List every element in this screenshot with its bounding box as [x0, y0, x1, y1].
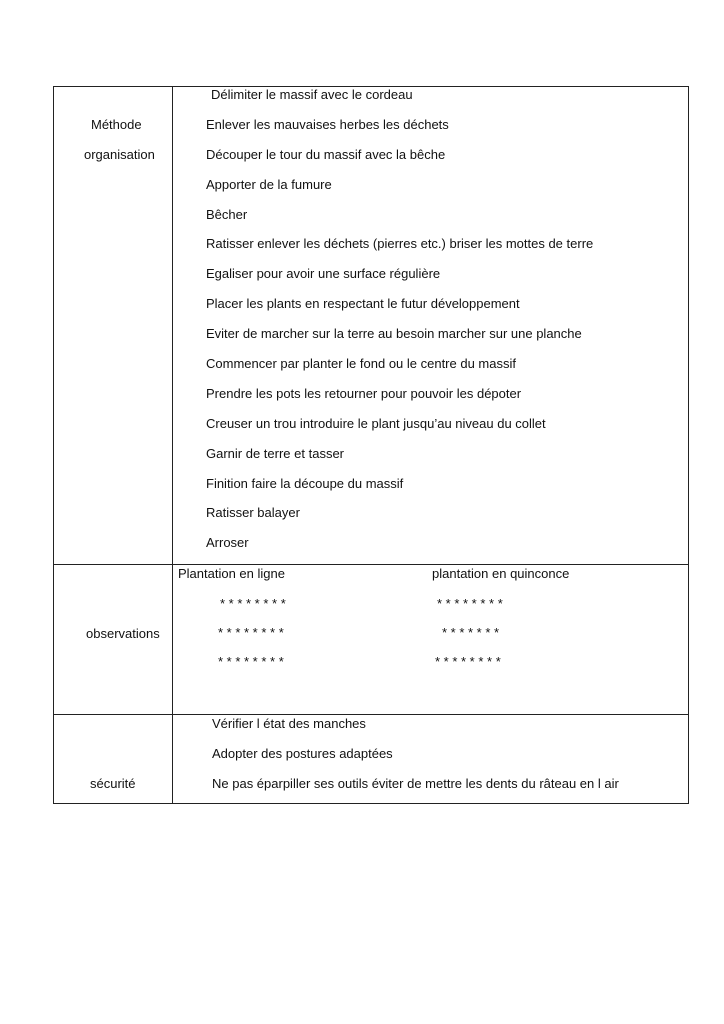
step-8: Placer les plants en respectant le futur développement [206, 296, 520, 311]
quinconce-star-row-3: * * * * * * * * [435, 654, 501, 669]
row-divider-2 [53, 714, 689, 715]
methode-label-line1: Méthode [91, 117, 142, 132]
table-border-left [53, 86, 54, 804]
ligne-star-row-2: * * * * * * * * [218, 625, 284, 640]
step-13: Garnir de terre et tasser [206, 446, 344, 461]
step-12: Creuser un trou introduire le plant jusqu’au niveau du collet [206, 416, 546, 431]
step-10: Commencer par planter le fond ou le centre du massif [206, 356, 516, 371]
table-border-right [688, 86, 689, 804]
securite-item-1: Vérifier l état des manches [212, 716, 366, 731]
securite-item-2: Adopter des postures adaptées [212, 746, 393, 761]
methode-label-line2: organisation [84, 147, 155, 162]
step-9: Eviter de marcher sur la terre au besoin marcher sur une planche [206, 326, 582, 341]
table-border-bottom [53, 803, 689, 804]
ligne-star-row-1: * * * * * * * * [220, 596, 286, 611]
observations-label: observations [86, 626, 160, 641]
ligne-star-row-3: * * * * * * * * [218, 654, 284, 669]
step-15: Ratisser balayer [206, 505, 300, 520]
step-4: Apporter de la fumure [206, 177, 332, 192]
step-7: Egaliser pour avoir une surface régulière [206, 266, 441, 281]
securite-item-3: Ne pas éparpiller ses outils éviter de mettre les dents du râteau en l air [212, 776, 619, 791]
quinconce-star-row-2: * * * * * * * [442, 625, 500, 640]
plantation-quinconce-title: plantation en quinconce [432, 566, 570, 581]
plantation-ligne-title: Plantation en ligne [178, 566, 285, 581]
step-14: Finition faire la découpe du massif [206, 476, 404, 491]
column-divider [172, 86, 173, 804]
securite-label: sécurité [90, 776, 136, 791]
step-3: Découper le tour du massif avec la bêche [206, 147, 446, 162]
step-16: Arroser [206, 535, 249, 550]
step-2: Enlever les mauvaises herbes les déchets [206, 117, 449, 132]
quinconce-star-row-1: * * * * * * * * [437, 596, 503, 611]
step-5: Bêcher [206, 207, 248, 222]
step-6: Ratisser enlever les déchets (pierres etc.) briser les mottes de terre [206, 236, 594, 251]
step-11: Prendre les pots les retourner pour pouvoir les dépoter [206, 386, 522, 401]
step-1: Délimiter le massif avec le cordeau [211, 87, 413, 102]
row-divider-1 [53, 564, 689, 565]
